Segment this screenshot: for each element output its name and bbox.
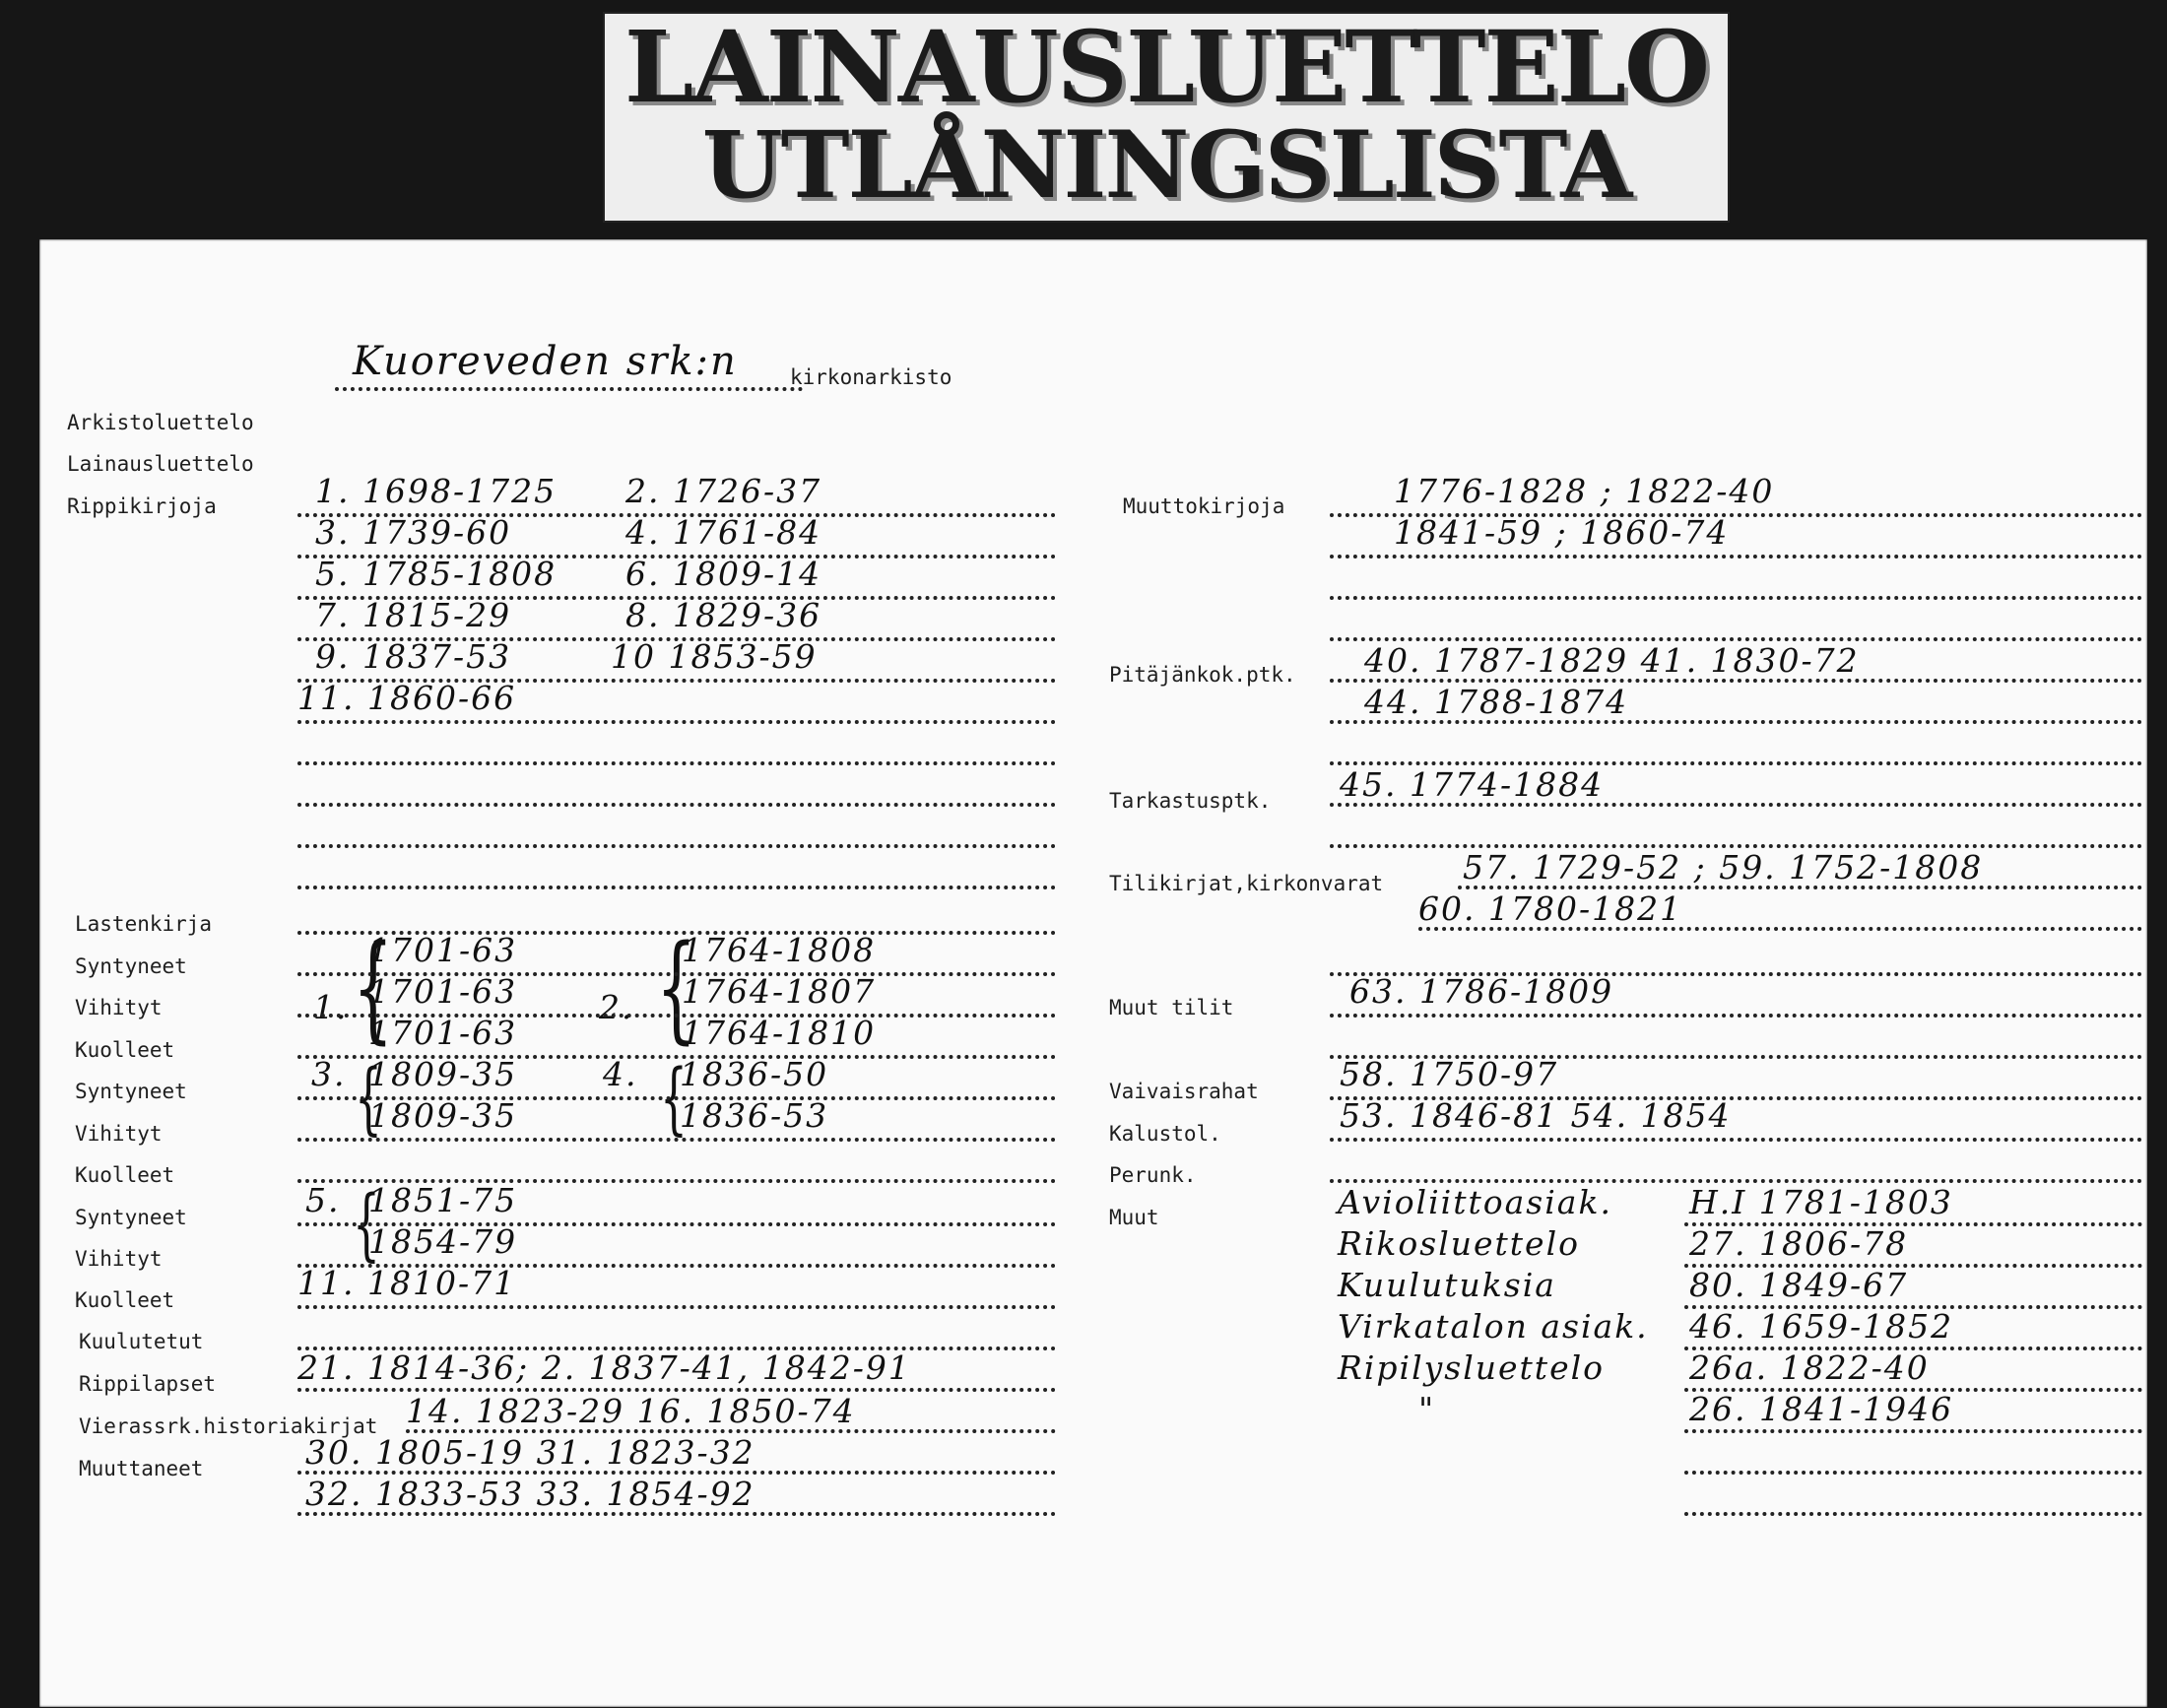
banner-title-finnish: LAINAUSLUETTELO: [624, 12, 1709, 125]
death-range: 1764-1810: [682, 1014, 877, 1052]
dotted-line: [1330, 1014, 2142, 1018]
muut-item-value: 26. 1841-1946: [1689, 1390, 1954, 1428]
tili-entry: 60. 1780-1821: [1418, 889, 1683, 928]
rippilapset-label: Rippilapset: [79, 1372, 217, 1396]
kirkonarkisto-label: kirkonarkisto: [790, 365, 952, 389]
muut-item-value: 46. 1659-1852: [1689, 1307, 1954, 1346]
rippikirjoja-label: Rippikirjoja: [67, 494, 217, 518]
dotted-line: [297, 844, 1056, 848]
rippi-entry: 2. 1726-37: [625, 472, 822, 510]
muuttaneet-label: Muuttaneet: [79, 1457, 204, 1480]
lastenkirja-label: Lastenkirja: [75, 912, 213, 936]
birth-range: 1764-1808: [682, 931, 877, 969]
dotted-line: [1684, 1429, 2142, 1433]
kuulutetut-label: Kuulutetut: [79, 1330, 204, 1353]
kuolleet-label: Kuolleet: [75, 1038, 175, 1062]
rippi-entry: 11. 1860-66: [297, 679, 517, 717]
rippi-entry: 6. 1809-14: [625, 555, 822, 593]
tarkastus-entry: 45. 1774-1884: [1340, 765, 1605, 804]
muut-item-value: 26a. 1822-40: [1689, 1348, 1930, 1387]
death-range: 1701-63: [368, 1014, 518, 1052]
death-range: 11. 1810-71: [297, 1264, 517, 1302]
tili-entry: 57. 1729-52 ; 59. 1752-1808: [1463, 848, 1984, 887]
pitajankok-label: Pitäjänkok.ptk.: [1109, 663, 1296, 687]
dotted-line: [297, 720, 1056, 724]
birth-range: 1836-50: [680, 1055, 829, 1093]
group-number: 5.: [305, 1181, 341, 1219]
rippi-entry: 5. 1785-1808: [315, 555, 558, 593]
vaivaisrahat-label: Vaivaisrahat: [1109, 1080, 1259, 1103]
vierassrk-value: 14. 1823-29 16. 1850-74: [406, 1392, 856, 1430]
archive-card: [39, 239, 2147, 1707]
dotted-line: [297, 1138, 1056, 1142]
kalustol-label: Kalustol.: [1109, 1122, 1221, 1146]
vierassrk-label: Vierassrk.historiakirjat: [79, 1414, 378, 1438]
dotted-line: [297, 1305, 1056, 1309]
rippilapset-value: 21. 1814-36; 2. 1837-41, 1842-91: [297, 1348, 911, 1387]
dotted-line: [1330, 720, 2142, 724]
birth-range: 1851-75: [368, 1181, 518, 1219]
group-number: 2.: [599, 988, 634, 1026]
arkistoluettelo-label: Arkistoluettelo: [67, 411, 254, 434]
syntyneet-label: Syntyneet: [75, 1206, 187, 1229]
rippi-entry: 3. 1739-60: [315, 513, 512, 552]
birth-range: 1809-35: [368, 1055, 518, 1093]
brace-icon: {: [353, 919, 394, 1055]
dotted-line: [335, 387, 803, 391]
syntyneet-label: Syntyneet: [75, 954, 187, 978]
brace-icon: {: [656, 919, 697, 1055]
brace-icon: {: [355, 1052, 382, 1144]
vihityt-label: Vihityt: [75, 996, 163, 1019]
lainausluettelo-label: Lainausluettelo: [67, 452, 254, 476]
tarkastusptk-label: Tarkastusptk.: [1109, 789, 1272, 813]
muut-tilit-label: Muut tilit: [1109, 996, 1234, 1019]
marriage-range: 1809-35: [368, 1096, 518, 1135]
rippi-entry: 4. 1761-84: [625, 513, 822, 552]
dotted-line: [1330, 555, 2142, 558]
kalustol-entry: 53. 1846-81 54. 1854: [1340, 1096, 1732, 1135]
muut-item-name: Avioliittoasiak.: [1338, 1183, 1612, 1221]
dotted-line: [297, 1512, 1056, 1516]
brace-icon: {: [353, 1178, 380, 1270]
dotted-line: [297, 972, 1056, 976]
kuolleet-label: Kuolleet: [75, 1163, 175, 1187]
dotted-line: [1330, 596, 2142, 600]
rippi-entry: 10 1853-59: [611, 637, 818, 676]
muuttokirjoja-label: Muuttokirjoja: [1123, 494, 1285, 518]
pitaja-entry: 44. 1788-1874: [1364, 683, 1629, 721]
dotted-line: [1418, 927, 2142, 931]
muut-item-value: 27. 1806-78: [1689, 1224, 1909, 1263]
dotted-line: [1684, 1512, 2142, 1516]
group-number: 1.: [313, 988, 349, 1026]
kuolleet-label: Kuolleet: [75, 1288, 175, 1312]
dotted-line: [297, 1222, 1056, 1226]
muut-item-name: ": [1418, 1390, 1436, 1428]
tilikirjat-label: Tilikirjat,kirkonvarat: [1109, 872, 1384, 895]
title-banner: [603, 12, 1730, 223]
muut-label: Muut: [1109, 1206, 1159, 1229]
muut-item-name: Ripilysluettelo: [1338, 1348, 1606, 1387]
perunk-label: Perunk.: [1109, 1163, 1197, 1187]
birth-range: 1701-63: [368, 931, 518, 969]
group-number: 4.: [603, 1055, 638, 1093]
dotted-line: [297, 1096, 1056, 1100]
rippi-entry: 1. 1698-1725: [315, 472, 558, 510]
dotted-line: [1684, 1471, 2142, 1475]
marriage-range: 1701-63: [368, 972, 518, 1011]
muutto-entry: 1841-59 ; 1860-74: [1394, 513, 1730, 552]
muut-item-name: Kuulutuksia: [1338, 1266, 1556, 1304]
dotted-line: [297, 886, 1056, 889]
muutto-entry: 1776-1828 ; 1822-40: [1394, 472, 1775, 510]
marriage-range: 1836-53: [680, 1096, 829, 1135]
dotted-line: [297, 1014, 1056, 1018]
muut-tilit-entry: 63. 1786-1809: [1349, 972, 1614, 1011]
dotted-line: [1330, 803, 2142, 807]
vihityt-label: Vihityt: [75, 1122, 163, 1146]
parish-name: Kuoreveden srk:n: [353, 339, 738, 384]
muut-item-name: Rikosluettelo: [1338, 1224, 1581, 1263]
muut-item-value: H.I 1781-1803: [1689, 1183, 1953, 1221]
dotted-line: [297, 803, 1056, 807]
marriage-range: 1764-1807: [682, 972, 877, 1011]
vihityt-label: Vihityt: [75, 1247, 163, 1271]
muut-item-value: 80. 1849-67: [1689, 1266, 1909, 1304]
muut-item-name: Virkatalon asiak.: [1338, 1307, 1649, 1346]
rippi-entry: 7. 1815-29: [315, 596, 512, 634]
syntyneet-label: Syntyneet: [75, 1080, 187, 1103]
group-number: 3.: [311, 1055, 347, 1093]
brace-icon: {: [660, 1052, 688, 1144]
marriage-range: 1854-79: [368, 1222, 518, 1261]
rippi-entry: 9. 1837-53: [315, 637, 512, 676]
vaivais-entry: 58. 1750-97: [1340, 1055, 1559, 1093]
pitaja-entry: 40. 1787-1829 41. 1830-72: [1364, 641, 1860, 680]
muuttaneet-value: 30. 1805-19 31. 1823-32: [305, 1433, 755, 1472]
rippi-entry: 8. 1829-36: [625, 596, 822, 634]
banner-title-swedish: UTLÅNINGSLISTA: [701, 111, 1631, 220]
dotted-line: [1330, 1138, 2142, 1142]
dotted-line: [297, 761, 1056, 765]
muuttaneet-value: 32. 1833-53 33. 1854-92: [305, 1475, 755, 1513]
